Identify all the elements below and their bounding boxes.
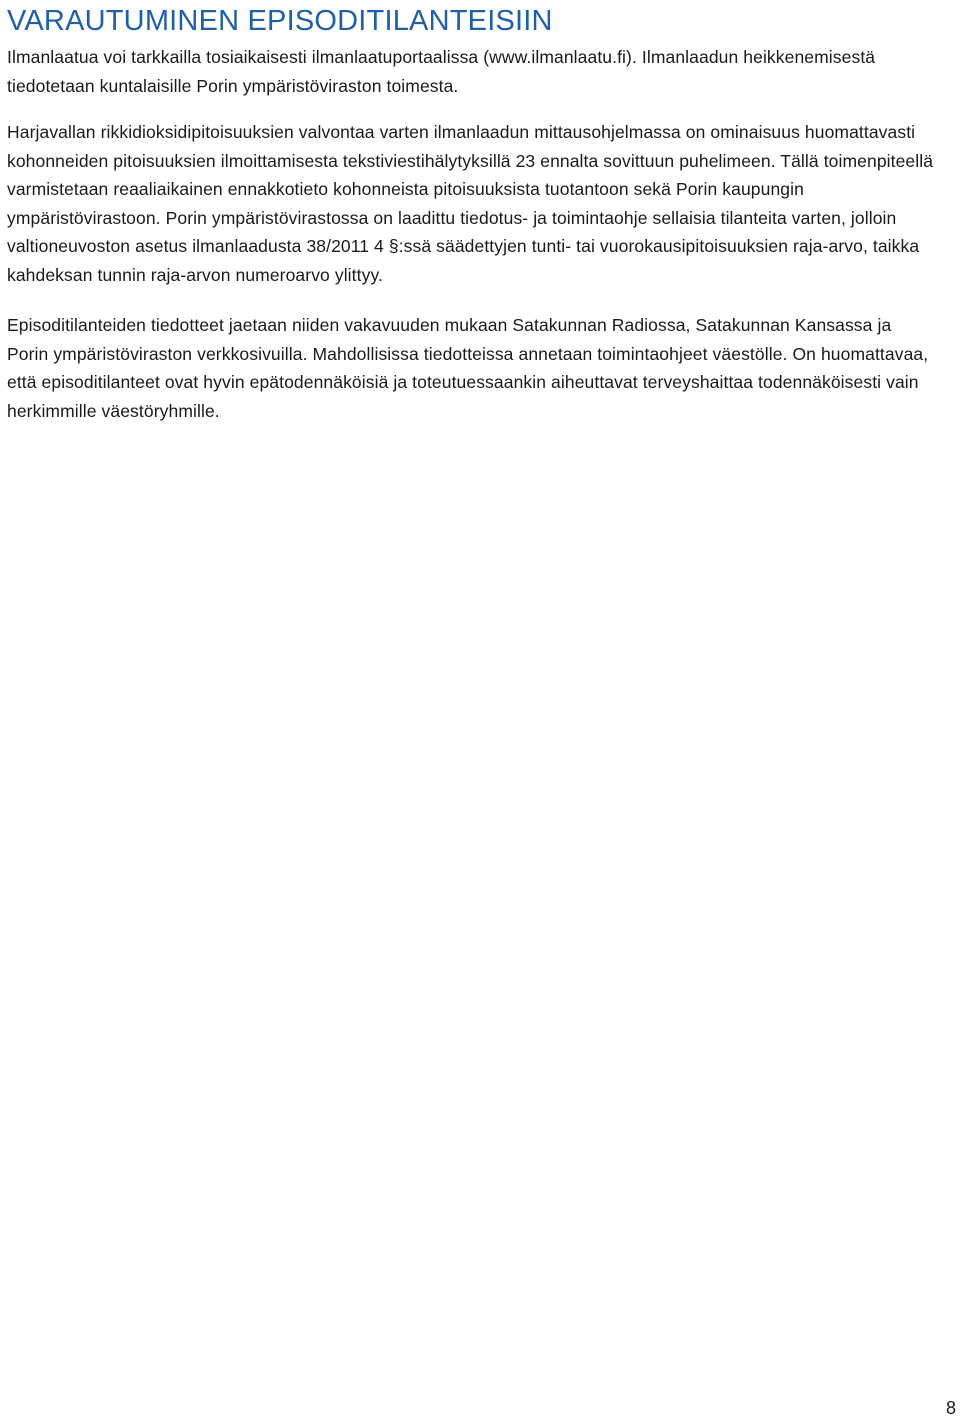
paragraph-sulfur-dioxide-alerts: Harjavallan rikkidioksidipitoisuuksien valvontaa varten ilmanlaadun mittausohjelmassa on ominaisuus huomattavasti kohonneiden pitoisuuksien ilmoittamisesta tekstiviestihälytyksillä 23 ennalta sovittuun puhelimeen. Tällä toimenpiteellä varmistetaan reaaliaikainen ennakkotieto kohonneista pitoisuuksista tuotantoon sekä Porin kaupungin ympäristövirastoon. Porin ympäristövirastossa on laadittu tiedotus- ja toimintaohje sellaisia tilanteita varten, jolloin valtioneuvoston asetus ilmanlaadusta 38/2011 4 §:ssä säädettyjen tunti- tai vuorokausipitoisuuksien raja-arvo, taikka kahdeksan tunnin raja-arvon numeroarvo ylittyy. <box>7 122 934 285</box>
paragraph-episode-notices: Episoditilanteiden tiedotteet jaetaan niiden vakavuuden mukaan Satakunnan Radiossa, Satakunnan Kansassa ja Porin ympäristöviraston verkkosivuilla. Mahdollisissa tiedotteissa annetaan toimintaohjeet väestölle. On huomattavaa, että episoditilanteet ovat hyvin epätodennäköisiä ja toteutuessaankin aiheuttavat terveyshaittaa todennäköisesti vain herkimmille väestöryhmille. <box>7 315 929 421</box>
paragraph-air-quality-monitoring: Ilmanlaatua voi tarkkailla tosiaikaisesti ilmanlaatuportaalissa (www.ilmanlaatu.fi). Ilmanlaadun heikkenemisestä tiedotetaan kuntalaisille Porin ympäristöviraston toimesta. <box>7 47 876 96</box>
section-title: VARAUTUMINEN EPISODITILANTEISIIN <box>7 5 553 37</box>
page-number: 8 <box>945 1398 956 1418</box>
document-page <box>7 0 937 425</box>
